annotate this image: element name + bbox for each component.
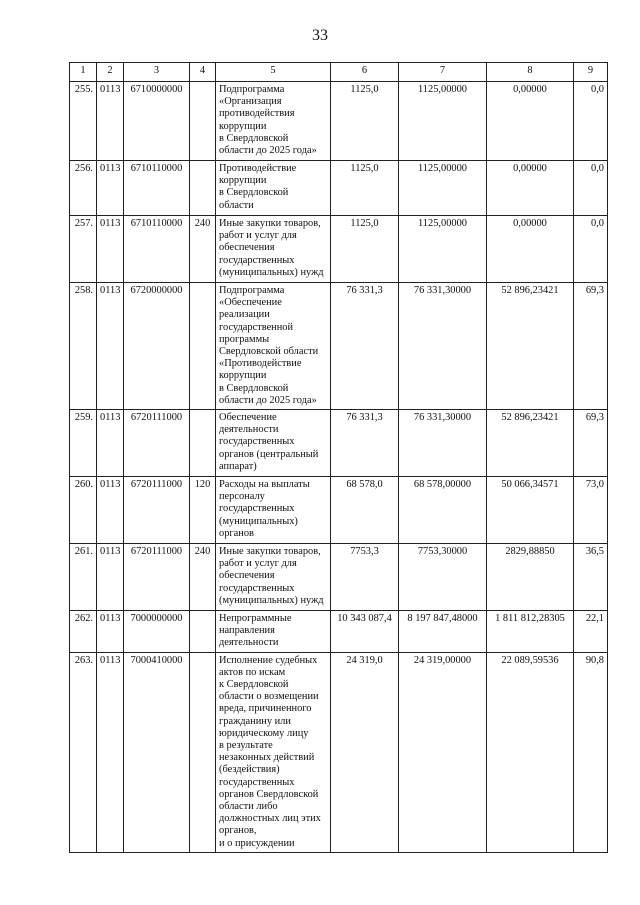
- target-article: 6710110000: [124, 216, 190, 283]
- refined-amount: 1125,00000: [399, 82, 487, 161]
- plan-amount: 7753,3: [331, 544, 399, 611]
- column-header: 1: [70, 63, 97, 82]
- target-article: 6720111000: [124, 544, 190, 611]
- section-code: 0113: [97, 283, 124, 410]
- plan-amount: 68 578,0: [331, 477, 399, 544]
- execution-percent: 90,8: [574, 652, 608, 852]
- refined-amount: 8 197 847,48000: [399, 611, 487, 653]
- target-article: 7000000000: [124, 611, 190, 653]
- row-number: 255.: [70, 82, 97, 161]
- refined-amount: 24 319,00000: [399, 652, 487, 852]
- target-article: 6710000000: [124, 82, 190, 161]
- section-code: 0113: [97, 477, 124, 544]
- row-number: 256.: [70, 161, 97, 216]
- table-row: [70, 410, 608, 477]
- item-name: Иные закупки товаров, работ и услуг для обеспечения государственных (муниципальных) нужд: [216, 216, 331, 283]
- column-header: 8: [487, 63, 574, 82]
- refined-amount: 76 331,30000: [399, 283, 487, 410]
- plan-amount: 10 343 087,4: [331, 611, 399, 653]
- expense-type: 240: [190, 216, 216, 283]
- execution-percent: 22,1: [574, 611, 608, 653]
- column-header: 2: [97, 63, 124, 82]
- executed-amount: 52 896,23421: [487, 410, 574, 477]
- plan-amount: 1125,0: [331, 161, 399, 216]
- section-code: 0113: [97, 216, 124, 283]
- column-header: 7: [399, 63, 487, 82]
- table-row: [70, 283, 608, 410]
- row-number: 261.: [70, 544, 97, 611]
- row-number: 263.: [70, 652, 97, 852]
- expense-type: [190, 611, 216, 653]
- table-header-row: [70, 63, 608, 82]
- execution-percent: 69,3: [574, 283, 608, 410]
- execution-percent: 36,5: [574, 544, 608, 611]
- item-name: Иные закупки товаров, работ и услуг для обеспечения государственных (муниципальных) нужд: [216, 544, 331, 611]
- target-article: 6710110000: [124, 161, 190, 216]
- budget-table: [69, 62, 608, 853]
- section-code: 0113: [97, 652, 124, 852]
- row-number: 260.: [70, 477, 97, 544]
- item-name: Расходы на выплаты персоналу государственных (муниципальных) органов: [216, 477, 331, 544]
- column-header: 3: [124, 63, 190, 82]
- refined-amount: 68 578,00000: [399, 477, 487, 544]
- execution-percent: 0,0: [574, 216, 608, 283]
- executed-amount: 22 089,59536: [487, 652, 574, 852]
- column-header: 9: [574, 63, 608, 82]
- row-number: 259.: [70, 410, 97, 477]
- column-header: 4: [190, 63, 216, 82]
- plan-amount: 1125,0: [331, 216, 399, 283]
- target-article: 6720111000: [124, 410, 190, 477]
- section-code: 0113: [97, 544, 124, 611]
- executed-amount: 50 066,34571: [487, 477, 574, 544]
- section-code: 0113: [97, 82, 124, 161]
- refined-amount: 1125,00000: [399, 161, 487, 216]
- executed-amount: 0,00000: [487, 161, 574, 216]
- column-header: 5: [216, 63, 331, 82]
- table-row: [70, 544, 608, 611]
- execution-percent: 73,0: [574, 477, 608, 544]
- item-name: Противодействие коррупции в Свердловской области: [216, 161, 331, 216]
- plan-amount: 1125,0: [331, 82, 399, 161]
- execution-percent: 69,3: [574, 410, 608, 477]
- expense-type: [190, 161, 216, 216]
- executed-amount: 1 811 812,28305: [487, 611, 574, 653]
- item-name: Непрограммные направления деятельности: [216, 611, 331, 653]
- plan-amount: 24 319,0: [331, 652, 399, 852]
- row-number: 257.: [70, 216, 97, 283]
- expense-type: [190, 82, 216, 161]
- target-article: 7000410000: [124, 652, 190, 852]
- row-number: 262.: [70, 611, 97, 653]
- item-name: Подпрограмма «Обеспечение реализации государственной программы Свердловской области «Противодействие коррупции в Свердловской области до 2025 года»: [216, 283, 331, 410]
- item-name: Исполнение судебных актов по искам к Свердловской области о возмещении вреда, причиненного гражданину или юридическому лицу в результате незаконных действий (бездействия) государственных органов Свердловской области либо должностных лиц этих органов, и о присуждении: [216, 652, 331, 852]
- table-row: [70, 611, 608, 653]
- target-article: 6720111000: [124, 477, 190, 544]
- page-number: 33: [312, 27, 328, 44]
- row-number: 258.: [70, 283, 97, 410]
- plan-amount: 76 331,3: [331, 283, 399, 410]
- refined-amount: 7753,30000: [399, 544, 487, 611]
- item-name: Обеспечение деятельности государственных органов (центральный аппарат): [216, 410, 331, 477]
- expense-type: 120: [190, 477, 216, 544]
- item-name: Подпрограмма «Организация противодействия коррупции в Свердловской области до 2025 года»: [216, 82, 331, 161]
- execution-percent: 0,0: [574, 82, 608, 161]
- executed-amount: 0,00000: [487, 82, 574, 161]
- section-code: 0113: [97, 161, 124, 216]
- executed-amount: 52 896,23421: [487, 283, 574, 410]
- expense-type: [190, 283, 216, 410]
- table-row: [70, 216, 608, 283]
- section-code: 0113: [97, 410, 124, 477]
- expense-type: [190, 410, 216, 477]
- executed-amount: 0,00000: [487, 216, 574, 283]
- column-header: 6: [331, 63, 399, 82]
- table-row: [70, 82, 608, 161]
- expense-type: 240: [190, 544, 216, 611]
- refined-amount: 1125,00000: [399, 216, 487, 283]
- section-code: 0113: [97, 611, 124, 653]
- table-row: [70, 652, 608, 852]
- execution-percent: 0,0: [574, 161, 608, 216]
- table-row: [70, 161, 608, 216]
- plan-amount: 76 331,3: [331, 410, 399, 477]
- table-row: [70, 477, 608, 544]
- expense-type: [190, 652, 216, 852]
- refined-amount: 76 331,30000: [399, 410, 487, 477]
- target-article: 6720000000: [124, 283, 190, 410]
- executed-amount: 2829,88850: [487, 544, 574, 611]
